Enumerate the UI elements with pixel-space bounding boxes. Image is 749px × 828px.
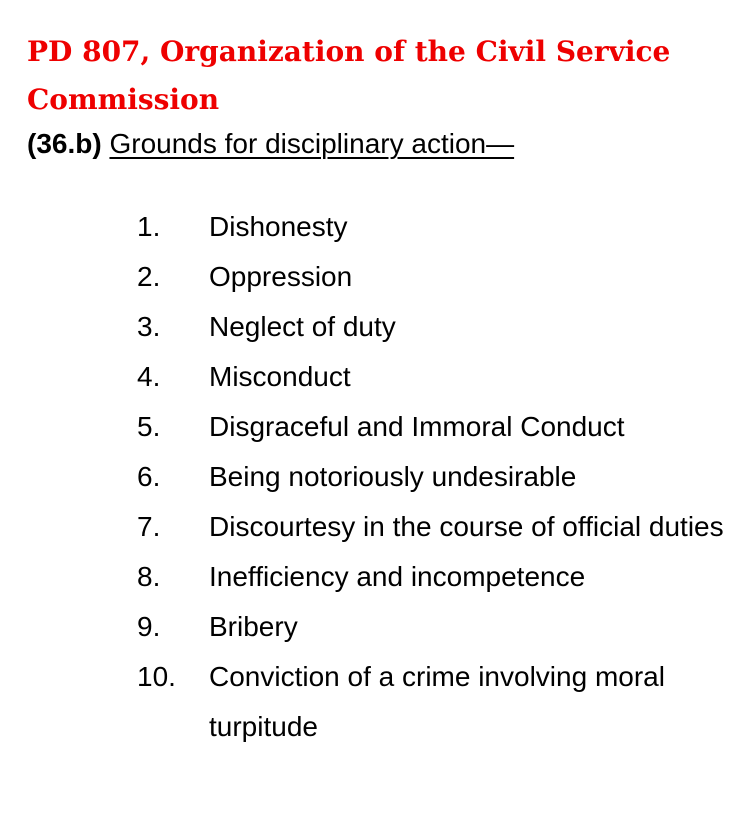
section-line (27, 124, 727, 164)
list-item-number: 9. (137, 611, 161, 642)
list-item-number: 2. (137, 261, 161, 292)
list-item-text: Being notoriously undesirable (209, 461, 577, 492)
list-item-text: Discourtesy in the course of official duties (209, 511, 724, 542)
list-item-text: Disgraceful and Immoral Conduct (209, 411, 625, 442)
list-item-text: Oppression (209, 261, 353, 292)
list-item (0, 252, 729, 302)
grounds-list (0, 202, 749, 752)
list-item (0, 652, 729, 752)
list-item-text: Misconduct (209, 361, 351, 392)
list-item-number: 6. (137, 461, 161, 492)
section-heading: Grounds for disciplinary action— (109, 128, 515, 159)
list-item-number: 3. (137, 311, 161, 342)
document-title: PD 807, Organization of the Civil Service Commission (27, 35, 671, 116)
list-item-text: Inefficiency and incompetence (209, 561, 586, 592)
list-item-text: Conviction of a crime involving moral turpitude (209, 661, 665, 742)
list-item-number: 7. (137, 511, 161, 542)
list-item-number: 8. (137, 561, 161, 592)
list-item (0, 602, 729, 652)
section-number: (36.b) (27, 128, 102, 159)
list-item-number: 4. (137, 361, 161, 392)
list-item-text: Bribery (209, 611, 298, 642)
list-item (0, 502, 729, 552)
list-item-text: Neglect of duty (209, 311, 396, 342)
list-item-text: Dishonesty (209, 211, 348, 242)
list-item-number: 1. (137, 211, 161, 242)
list-item (0, 202, 729, 252)
list-item-number: 10. (137, 661, 176, 692)
list-item (0, 552, 729, 602)
list-item (0, 402, 729, 452)
list-item (0, 352, 729, 402)
list-item (0, 302, 729, 352)
list-item-number: 5. (137, 411, 161, 442)
list-item (0, 452, 729, 502)
